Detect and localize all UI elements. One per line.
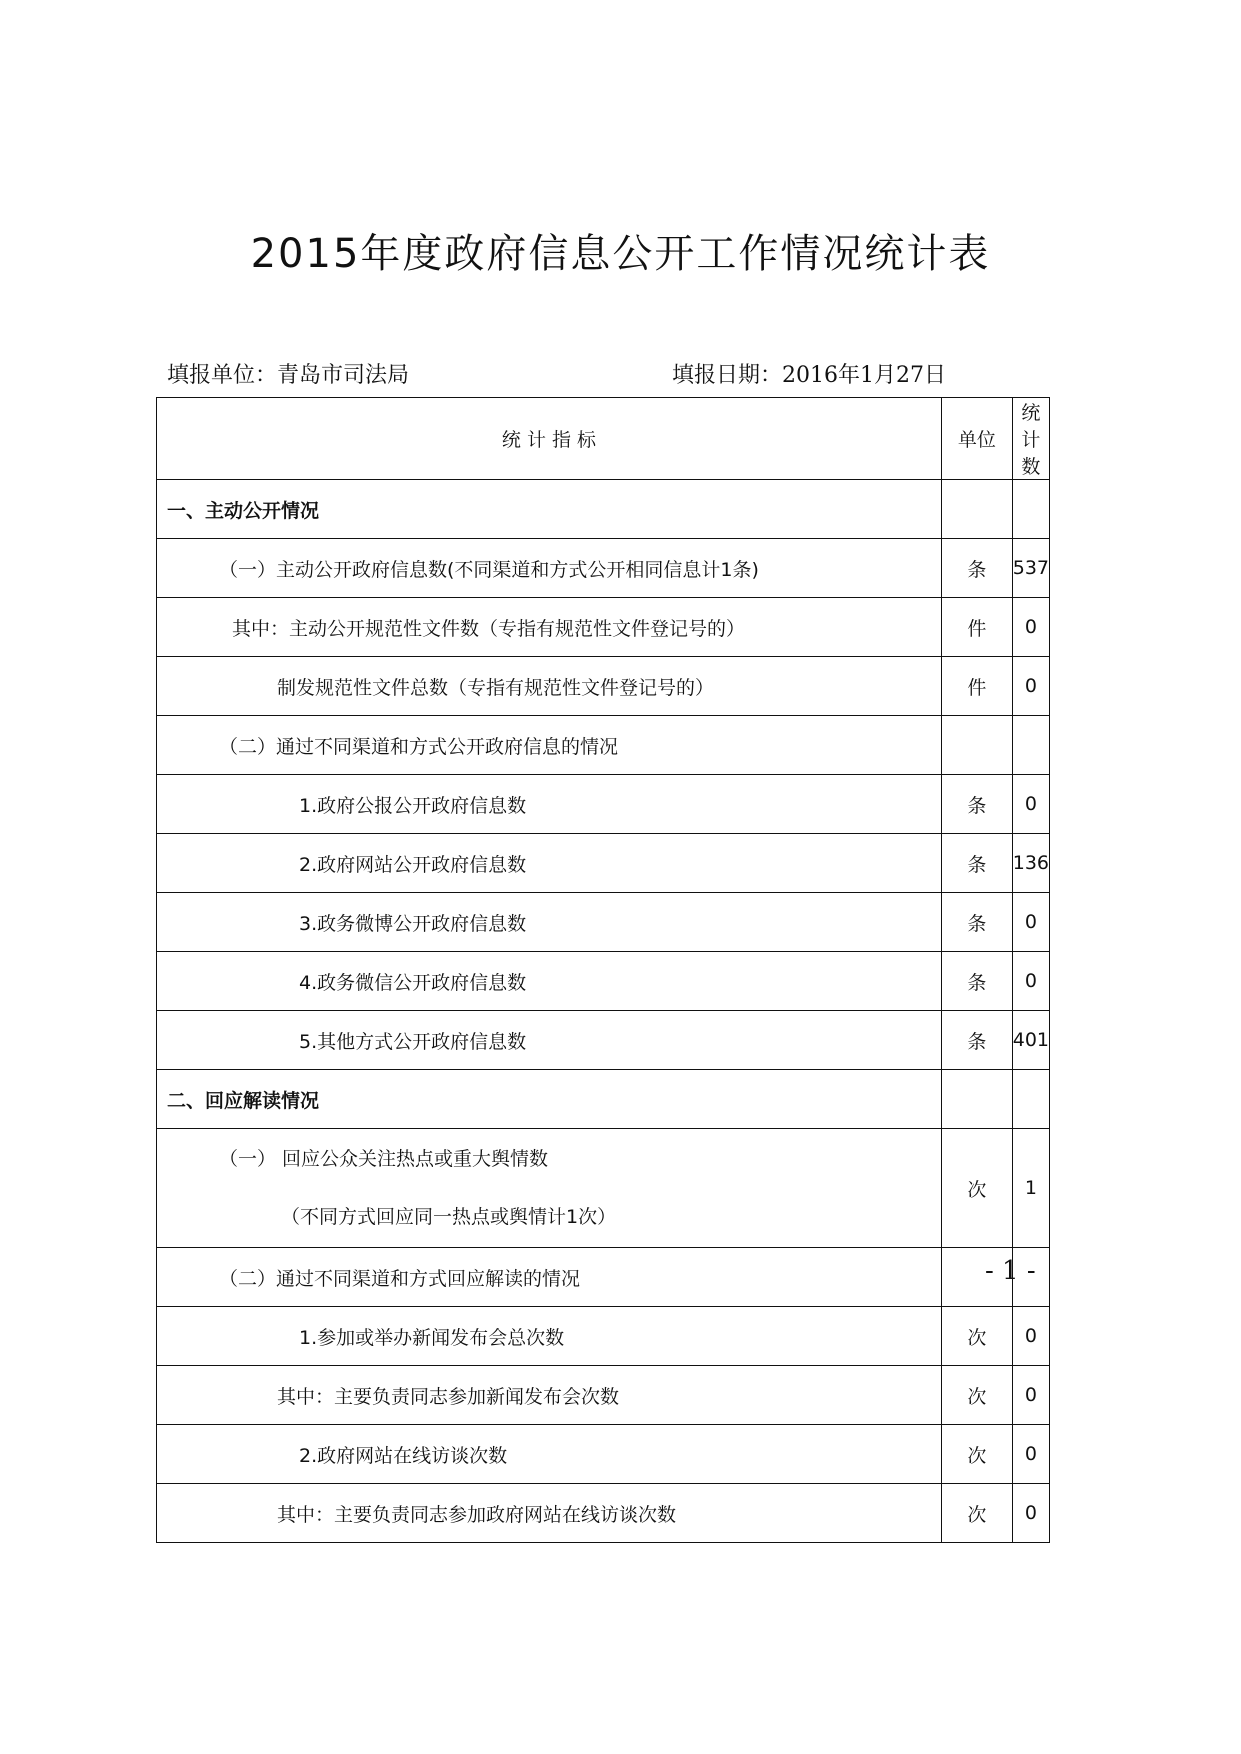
row-label: 3.政务微博公开政府信息数: [157, 893, 942, 952]
row-label-line1: （一） 回应公众关注热点或重大舆情数: [219, 1148, 549, 1170]
row-label: [157, 1129, 942, 1248]
row-unit: 条: [941, 834, 1012, 893]
statistics-table: [156, 397, 1050, 1543]
row-label: 制发规范性文件总数（专指有规范性文件登记号的）: [157, 657, 942, 716]
row-unit: 次: [941, 1484, 1012, 1543]
row-value: 537: [1012, 539, 1049, 598]
page-number: - 1 -: [985, 1256, 1036, 1286]
reporting-date: 填报日期：2016年1月27日: [672, 363, 946, 388]
table-row: [157, 1129, 1050, 1248]
row-unit: 件: [941, 598, 1012, 657]
table-row: [157, 893, 1050, 952]
row-value: 0: [1012, 1366, 1049, 1425]
row-label: 1.参加或举办新闻发布会总次数: [157, 1307, 942, 1366]
table-row: [157, 716, 1050, 775]
reporting-unit: 填报单位：青岛市司法局: [167, 363, 410, 388]
table-row: [157, 1011, 1050, 1070]
row-value: 401: [1012, 1011, 1049, 1070]
row-unit: [941, 1070, 1012, 1129]
table-row: [157, 1366, 1050, 1425]
row-value: 0: [1012, 893, 1049, 952]
row-unit: 次: [941, 1129, 1012, 1248]
row-unit: 条: [941, 893, 1012, 952]
table-row: [157, 480, 1050, 539]
row-label: 2.政府网站在线访谈次数: [157, 1425, 942, 1484]
table-row: [157, 775, 1050, 834]
row-value: [1012, 1070, 1049, 1129]
header-count: 统计数: [1012, 398, 1049, 480]
row-value: 1: [1012, 1129, 1049, 1248]
row-unit: 件: [941, 657, 1012, 716]
row-unit: 条: [941, 539, 1012, 598]
header-unit: 单位: [941, 398, 1012, 480]
document-title: 2015年度政府信息公开工作情况统计表: [250, 231, 991, 277]
row-value: [1012, 716, 1049, 775]
row-label: 1.政府公报公开政府信息数: [157, 775, 942, 834]
row-label: 其中：主动公开规范性文件数（专指有规范性文件登记号的）: [157, 598, 942, 657]
table-row: [157, 834, 1050, 893]
table-row: [157, 598, 1050, 657]
row-value: 0: [1012, 1425, 1049, 1484]
row-value: 0: [1012, 657, 1049, 716]
row-value: 0: [1012, 952, 1049, 1011]
row-unit: 条: [941, 952, 1012, 1011]
row-label: 2.政府网站公开政府信息数: [157, 834, 942, 893]
row-label: 其中：主要负责同志参加新闻发布会次数: [157, 1366, 942, 1425]
table-row: [157, 952, 1050, 1011]
row-label: 4.政务微信公开政府信息数: [157, 952, 942, 1011]
row-label: 二、回应解读情况: [157, 1070, 942, 1129]
table-row: [157, 657, 1050, 716]
row-value: 136: [1012, 834, 1049, 893]
table-row: [157, 1307, 1050, 1366]
row-label-line2: （不同方式回应同一热点或舆情计1次）: [281, 1206, 617, 1228]
row-label: （二）通过不同渠道和方式回应解读的情况: [157, 1248, 942, 1307]
table-row: [157, 1070, 1050, 1129]
row-label: （一）主动公开政府信息数(不同渠道和方式公开相同信息计1条): [157, 539, 942, 598]
row-label: 一、主动公开情况: [157, 480, 942, 539]
row-unit: 条: [941, 1011, 1012, 1070]
row-value: 0: [1012, 598, 1049, 657]
table-header: [157, 398, 1050, 480]
row-unit: [941, 716, 1012, 775]
table-row: [157, 539, 1050, 598]
table-row: [157, 1248, 1050, 1307]
table-row: [157, 1425, 1050, 1484]
header-indicator: 统 计 指 标: [157, 398, 942, 480]
row-label: 5.其他方式公开政府信息数: [157, 1011, 942, 1070]
row-unit: [941, 480, 1012, 539]
table-row: [157, 1484, 1050, 1543]
row-value: 0: [1012, 775, 1049, 834]
row-value: 0: [1012, 1484, 1049, 1543]
row-unit: 次: [941, 1366, 1012, 1425]
row-label: （二）通过不同渠道和方式公开政府信息的情况: [157, 716, 942, 775]
row-unit: 条: [941, 775, 1012, 834]
row-value: 0: [1012, 1307, 1049, 1366]
row-value: [1012, 480, 1049, 539]
row-label: 其中：主要负责同志参加政府网站在线访谈次数: [157, 1484, 942, 1543]
row-unit: 次: [941, 1307, 1012, 1366]
row-unit: 次: [941, 1425, 1012, 1484]
